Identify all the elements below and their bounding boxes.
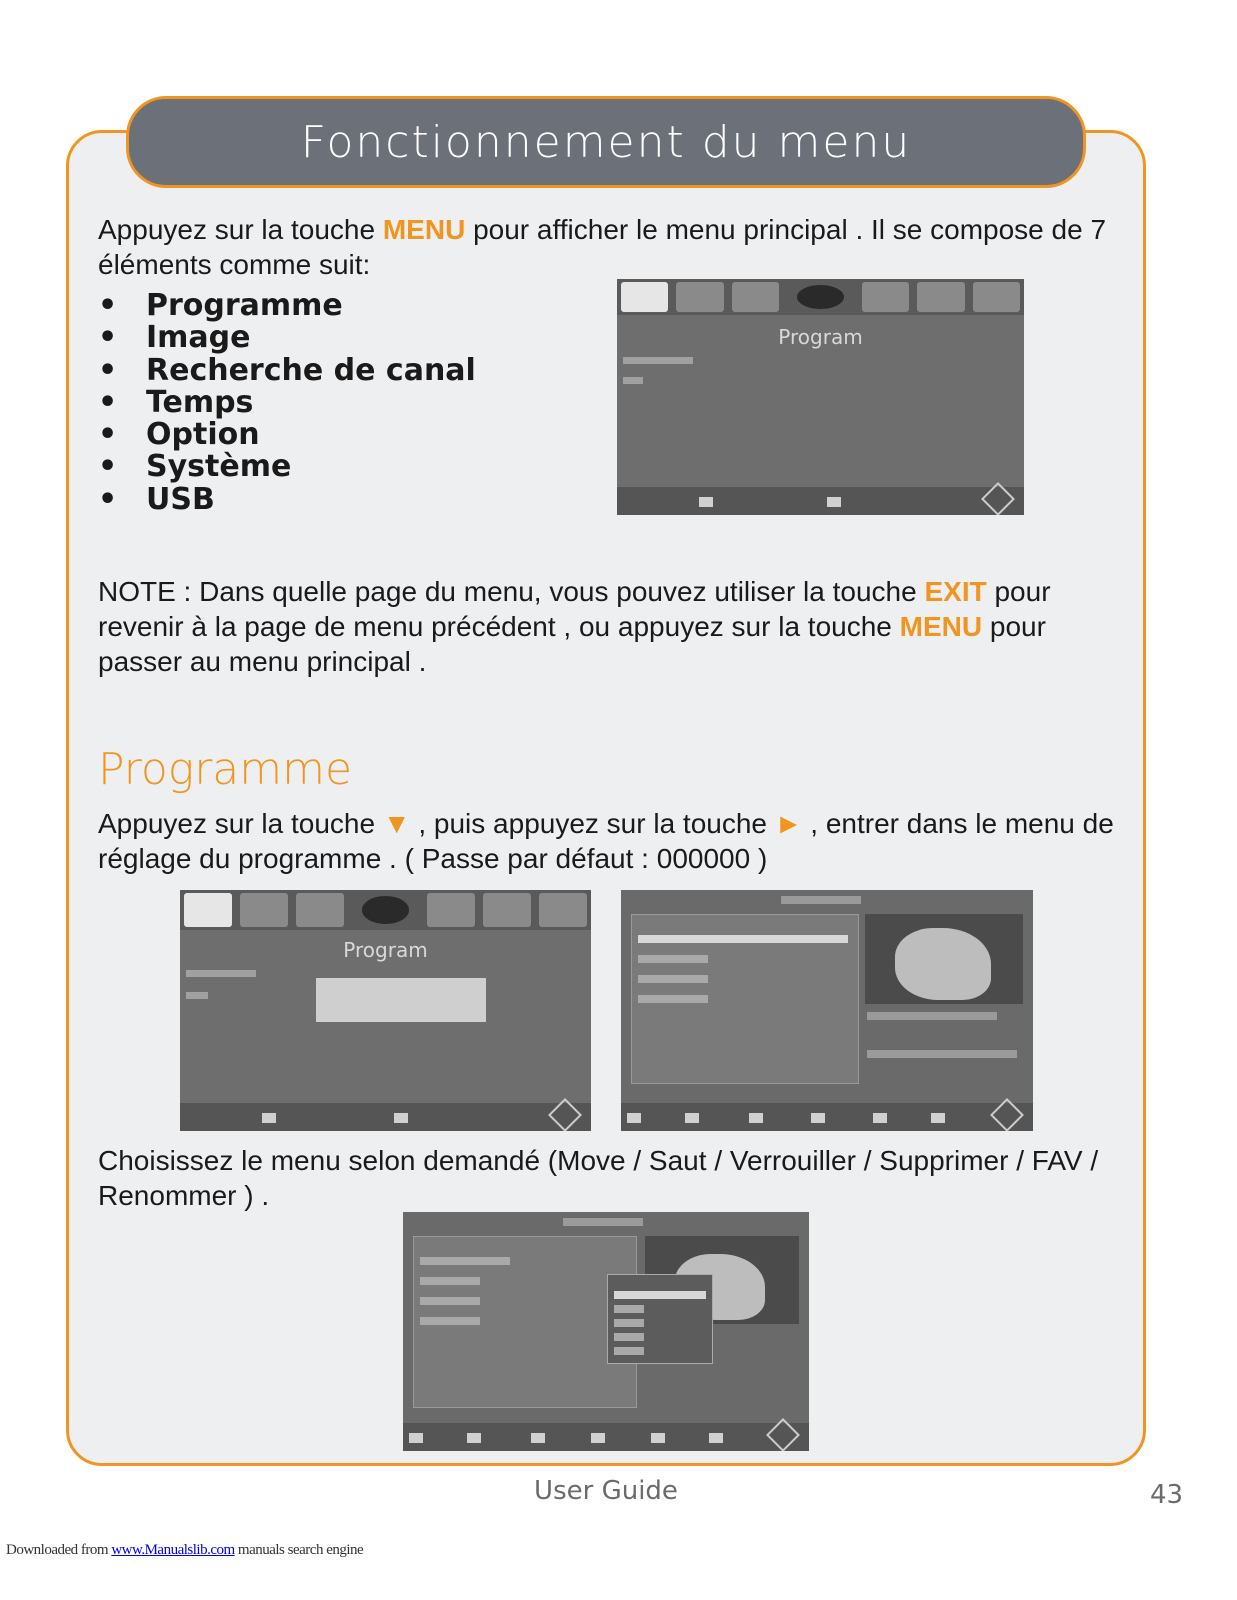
menu-row xyxy=(623,377,643,384)
menu-items-list xyxy=(98,290,476,516)
page-number: 43 xyxy=(1150,1480,1184,1510)
programme-icon xyxy=(621,282,668,312)
arrow-down-icon: ▼ xyxy=(382,808,411,839)
gear-icon xyxy=(483,893,531,927)
note-paragraph: NOTE : Dans quelle page du menu, vous pouvez utiliser la touche EXIT pour revenir à la page de menu précédent , ou appuyez sur la touche MENU pour passer au menu principal . xyxy=(98,576,1051,677)
programme-icon xyxy=(184,893,232,927)
hint-bar xyxy=(180,1103,591,1131)
list-item xyxy=(638,995,708,1003)
list-item xyxy=(420,1297,480,1305)
intro-paragraph xyxy=(98,212,1128,282)
navigation-icon xyxy=(990,1098,1024,1131)
popup-item xyxy=(614,1319,644,1327)
list-item xyxy=(420,1317,480,1325)
hint-bar xyxy=(403,1423,809,1451)
page-title-bar xyxy=(126,96,1086,188)
move-key-icon xyxy=(627,1113,641,1123)
rename-key-icon xyxy=(709,1433,723,1443)
list-item: • Recherche de canal xyxy=(98,352,476,388)
skip-key-icon xyxy=(467,1433,481,1443)
gear-icon xyxy=(917,282,964,312)
arrow-right-icon: ► xyxy=(774,808,803,839)
usb-icon xyxy=(973,282,1020,312)
intro-text-start: Appuyez sur la touche xyxy=(98,214,383,245)
search-icon xyxy=(296,893,344,927)
option-icon xyxy=(862,282,909,312)
list-item xyxy=(638,975,708,983)
channel-list-panel xyxy=(631,914,859,1084)
intro-text-end: pour afficher le menu principal . Il se compose de 7 éléments comme suit: xyxy=(98,214,1107,280)
list-item: • Système xyxy=(98,449,292,485)
popup-item xyxy=(614,1333,644,1341)
popup-item xyxy=(614,1347,644,1355)
fav-key-icon xyxy=(873,1113,887,1123)
delete-key-icon xyxy=(591,1433,605,1443)
usb-icon xyxy=(539,893,587,927)
menu-row xyxy=(623,357,693,364)
screen-title-bar xyxy=(563,1218,643,1226)
programme-paragraph: Appuyez sur la touche ▼ , puis appuyez sur la touche ► , entrer dans le menu de réglage du programme . ( Passe par défaut : 000000 ) xyxy=(98,808,1114,874)
menu-icon-bar xyxy=(180,890,591,930)
delete-key-icon xyxy=(811,1113,825,1123)
choose-paragraph: Choisissez le menu selon demandé (Move / Saut / Verrouiller / Supprimer / FAV / Renommer ) . xyxy=(98,1145,1099,1211)
info-row xyxy=(867,1050,1017,1058)
main-menu-screenshot xyxy=(617,279,1024,515)
list-item: • Programme xyxy=(98,288,343,323)
skip-key-icon xyxy=(685,1113,699,1123)
list-item: • Option xyxy=(98,417,260,453)
lock-key-icon xyxy=(749,1113,763,1123)
navigation-icon xyxy=(548,1098,582,1131)
move-key-icon xyxy=(409,1433,423,1443)
page-title: Fonctionnement du menu xyxy=(300,116,912,168)
hint-bar xyxy=(621,1103,1033,1131)
menu-row xyxy=(186,992,208,999)
list-item xyxy=(420,1277,480,1285)
fav-key-icon xyxy=(651,1433,665,1443)
list-item: • USB xyxy=(98,481,215,517)
menu-key-icon xyxy=(699,497,713,507)
search-icon xyxy=(732,282,779,312)
rename-key-icon xyxy=(931,1113,945,1123)
info-row xyxy=(867,1012,997,1020)
menu-row xyxy=(186,970,256,977)
screen-title: Program xyxy=(343,938,428,962)
program-popup-screenshot xyxy=(403,1212,809,1451)
menu-icon-bar xyxy=(617,279,1024,315)
menu-key-label: MENU xyxy=(382,214,466,245)
video-preview xyxy=(865,914,1023,1004)
password-dialog xyxy=(316,978,486,1022)
clock-icon xyxy=(362,896,410,924)
list-item xyxy=(638,955,708,963)
hint-bar xyxy=(617,487,1024,515)
navigation-icon xyxy=(981,482,1015,515)
option-popup xyxy=(607,1274,713,1364)
exit-key-label: EXIT xyxy=(924,576,987,607)
list-item: • Temps xyxy=(98,384,254,420)
list-item xyxy=(638,935,848,943)
lock-key-icon xyxy=(531,1433,545,1443)
option-icon xyxy=(427,893,475,927)
navigation-icon xyxy=(766,1418,800,1451)
footer-label: User Guide xyxy=(534,1476,678,1506)
list-item xyxy=(420,1257,510,1265)
exit-key-icon xyxy=(394,1113,408,1123)
manualslib-link[interactable]: www.Manualslib.com xyxy=(111,1542,235,1558)
clock-icon xyxy=(797,285,844,309)
list-item: • Image xyxy=(98,320,251,356)
channel-list-panel xyxy=(413,1236,637,1408)
download-credit: Downloaded from www.Manualslib.com manuals search engine xyxy=(6,1542,364,1558)
popup-item xyxy=(614,1305,644,1313)
section-title-programme: Programme xyxy=(98,744,353,795)
menu-key-icon xyxy=(262,1113,276,1123)
image-icon xyxy=(240,893,288,927)
program-edit-screenshot xyxy=(621,890,1033,1131)
image-icon xyxy=(676,282,723,312)
screen-title: Program xyxy=(778,325,863,349)
popup-item xyxy=(614,1291,706,1299)
exit-key-icon xyxy=(827,497,841,507)
screen-title-bar xyxy=(781,896,861,904)
password-screenshot xyxy=(180,890,591,1131)
menu-key-label: MENU xyxy=(899,611,983,642)
